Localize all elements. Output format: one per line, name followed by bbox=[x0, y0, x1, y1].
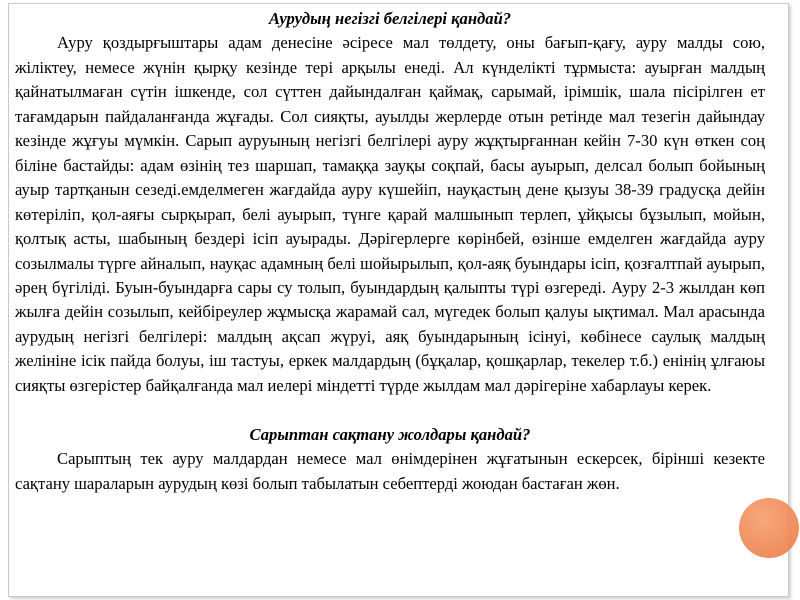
paragraph-prevention: Сарыптың тек ауру малдардан немесе мал өнімдерінен жұғатынын ескерсек, бірінші кезекте сақтану шараларын аурудың көзі болып табылатын себептерді жоюдан бастаған жөн. bbox=[15, 449, 765, 493]
section-heading-symptoms: Аурудың негізгі белгілері қандай? bbox=[268, 9, 512, 28]
section-heading-prevention: Сарыптан сақтану жолдары қандай? bbox=[249, 424, 531, 444]
paragraph-symptoms: Ауру қоздырғыштары адам денесіне әсіресе мал төлдету, оны бағып-қағу, ауру малды сою, жіліктеу, немесе жүнін қырқу кезінде тері арқылы енеді. Ал күнделікті тұрмыста: ауырған малдың қайнатылмаған сүтін ішкенде, сол сүттен дайындалған қаймақ, сарымай, ірімшік, шала пісірілген ет тағамдарын пайдаланғанда жұғады. Сол сияқты, ауылды жерлерде отын ретінде мал тезегін дайындау кезінде жұғуы мүмкін. Сарып ауруының негізгі белгілері ауру жұқтырғаннан кейін 7-30 күн өткен соң біліне бастайды: адам өзінің тез шаршап, тамаққа зауқы соқпай, басы ауырып, делсал болып бойының ауыр тартқанын сезеді.емделмеген жағдайда ауру күшейіп, науқастың дене қызуы 38-39 градусқа дейін көтеріліп, қол-аяғы сырқырап, белі ауырып, түнге қарай малшынып терлеп, ұйқысы бұзылып, мойын, қолтық асты, шабының бездері ісіп ауырады. Дәрігерлерге көрінбей, өзінше емделген жағдайда ауру созылмалы түрге айналып, науқас адамның белі шойырылып, қол-аяқ буындары ісіп, қозғалтпай ауырып, әрең бүгіліді. Буын-буындарға сары су толып, буындардың қалыпты түрі өзгереді. Ауру 2-3 жылдан көп жылға дейін созылып, кейбіреулер жұмысқа жарамай сал, мүгедек болып қалуы ықтимал. Мал арасында аурудың негізгі белгілері: малдың ақсап жүруі, аяқ буындарының ісінуі, көбінесе саулық малдың желініне ісік пайда болуы, іш тастуы, еркек малдардың (бұқалар, қошқарлар, текелер т.б.) енінің ұлғаюы сияқты өзгерістер байқалғанда мал иелері міндетті түрде жылдам мал дәрігеріне хабарлауы керек. bbox=[15, 33, 765, 395]
section-spacer bbox=[15, 398, 765, 422]
document-body bbox=[15, 7, 765, 496]
decorative-orange-circle bbox=[739, 498, 799, 558]
